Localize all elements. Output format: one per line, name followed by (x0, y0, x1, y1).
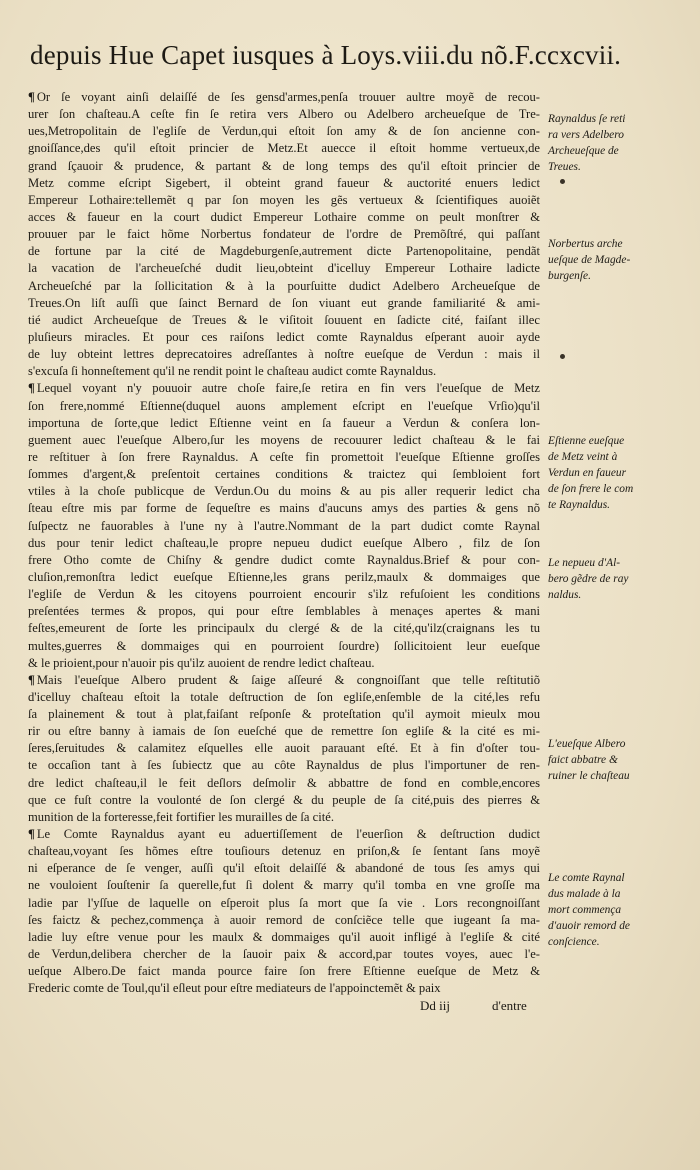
text-line: ſon frere,nommé Eſtienne(duquel auons amplement eſcript en l'eueſque Vrſio)qu'il (28, 398, 540, 413)
text-line: guement auec l'eueſque Albero,ſur les moyens de recouurer ledict chaſteau & le fai (28, 432, 540, 447)
text-line: vtiles à la choſe publicque de Verdun.Ou du moins & au pis aller requerir ledict cha (28, 484, 540, 499)
marginal-note-line: bero gẽdre de ray (548, 573, 629, 585)
text-line: ues,Metropolitain de l'egliſe de Verdun,qui eſtoit ſon amy & de ſon ancienne con- (28, 124, 540, 139)
text-line: cluſion,remonſtra ledict eueſque Eſtienne,les grans perilz,maulx & dommaiges que (28, 569, 540, 584)
marginal-note-line: Norbertus arche (548, 238, 623, 250)
text-line: Empereur Lothaire:tellemẽt q par ſon moyen les gẽs vertueux & ſcientifiques auoiẽt (28, 192, 540, 207)
text-line: frere Otho comte de Chiſny & gendre dudict comte Raynaldus.Brief & pour con- (28, 552, 540, 567)
text-line: re reſtituer à ſon frere Raynaldus. A ceſte fin promettoit l'eueſque Eſtienne groſſes (28, 449, 540, 464)
marginal-note-line: de Metz veint à (548, 451, 618, 463)
text-line: grand ſçauoir & prudence, & partant & de long temps des qu'il eſtoit princier de (28, 158, 540, 173)
text-line: acces & faueur en la court dudict Empereur Lothaire comme on peult monſtrer & (28, 209, 540, 224)
signature-mark: Dd iij (420, 998, 450, 1013)
text-line: ſuſpectz ne fauorables à l'une ny à l'autre.Nommant de la part dudict comte Raynal (28, 518, 540, 533)
paragraph (28, 672, 540, 826)
text-line: ¶ Mais l'eueſque Albero prudent & ſaige aſſeuré & congnoiſſant que telle reſtitutiõ (28, 672, 540, 689)
text-line: pluſieurs miracles. Et pour ces raiſons ledict comte Raynaldus eſperant auoir ayde (28, 329, 540, 344)
marginal-note-line: Archeueſque de (548, 145, 619, 157)
text-line: munition de la forteresse,feit fortifier les murailles de ſa cité. (28, 809, 334, 824)
text-line: ladie par l'yſſue de laquelle on eſperoit plus ſa mort que ſa vie . Lors recongnoiſſant (28, 895, 540, 910)
running-header: depuis Hue Capet iusques à Loys.viii.du nõ.F.ccxcvii. (30, 40, 622, 70)
marginal-note-line: d'auoir remord de (548, 920, 630, 932)
marginal-note-line: Eſtienne eueſque (548, 435, 625, 447)
marginal-note-line: te Raynaldus. (548, 499, 611, 511)
marginal-note-line: conſcience. (548, 936, 600, 948)
marginal-note-line: ruiner le chaſteau (548, 770, 630, 782)
main-text-column (28, 89, 540, 997)
text-line: d'icelluy chaſteau eſtoit la totale deſtruction de ſon egliſe,enſemble de la cité,les refu (28, 689, 540, 704)
marginal-note-line: ueſque de Magde- (548, 254, 631, 266)
text-line: ladie luy eſtre venue pour les maulx & dommaiges qu'il auoit infligé à l'egliſe & cité (28, 929, 540, 944)
text-line: ¶ Lequel voyant n'y pouuoir autre choſe faire,ſe retira en fin vers l'eueſque de Metz (28, 380, 540, 397)
text-line: te occaſion tant à ſes ſubiectz que au côte Raynaldus de plus l'importuner de ren- (28, 758, 540, 773)
marginal-note-line: Le nepueu d'Al- (548, 557, 621, 569)
text-line: rir ou eſtre banny à iamais de ſon eueſché que de remettre ſon egliſe & la cité es mi- (28, 724, 540, 739)
text-line: & le prioient,pour n'auoir pis qu'ilz auoient de rendre ledict chaſteau. (28, 655, 375, 670)
text-line: urer ſon chaſteau.A ceſte fin ſe retira vers Albero ou Adelbero archeueſque de Tre- (28, 107, 540, 122)
text-line: ¶ Or ſe voyant ainſi delaiſſé de ſes gensd'armes,penſa trouuer aultre moyẽ de recou- (28, 89, 540, 106)
marginal-note-line: Raynaldus ſe reti (548, 113, 626, 125)
text-line: l'egliſe de Verdun & les citoyens pourroient encourir s'ilz refuſoient les conditions (28, 587, 540, 602)
text-line: Archeueſché par la ſollicitation & à la pourſuitte dudict Adelbero Archeueſque de (28, 278, 540, 293)
paragraph (28, 826, 540, 997)
marginal-note-line: Le comte Raynal (548, 872, 625, 884)
marginal-note-line: faict abbatre & (548, 754, 618, 766)
catchword: d'entre (492, 998, 527, 1013)
text-line: que ce fuſt contre la voulonté de ſon clergé & du peuple de ſa cité,puis des pierres & (28, 792, 540, 807)
marginal-note (548, 433, 688, 513)
text-line: preſentées termes & propos, qui pour eſtre ſemblables à menaçes apertes & mani (28, 604, 540, 619)
marginal-note-line: mort commença (548, 904, 622, 916)
marginal-note-line: L'eueſque Albero (548, 738, 626, 750)
marginal-note-line: burgenſe. (548, 270, 591, 282)
text-line: ſes faictz & pechez,commença à auoir remord de conſciẽce telle que iugeant ſa ma- (28, 912, 540, 927)
text-line: chaſteau,voyant ſes hõmes eſtre touſiours detenuz en priſon,& ſe ſentant ſans moyẽ (28, 844, 540, 859)
marginal-note-line: Verdun en faueur (548, 467, 627, 479)
text-line: dre ledict chaſteau,il le feit deſlors deſmolir & abbattre de fond en comble,encores (28, 775, 540, 790)
margin-dot-marker (560, 179, 565, 184)
marginal-note (548, 870, 688, 950)
text-line: Treues.On liſt auſſi que ſainct Bernard de ſon viuant eut grande familiarité & ami- (28, 295, 540, 310)
text-line: ſa plainement & tout à plat,faiſant reſponſe & proteſtation qu'il aymoit mieulx mou (28, 707, 540, 722)
text-line: s'excuſa ſi honneſtement qu'il ne rendit point le chaſteau audict comte Raynaldus. (28, 364, 437, 379)
text-line: importuna de ſorte,que ledict Eſtienne veint en ſa faueur a Verdun & conſera lon- (28, 415, 540, 430)
text-line: ſeres,ſeruitudes & calamitez eſquelles elle auoit parauant eſté. Et à fin d'oſter tou- (28, 741, 540, 756)
marginal-note-line: ra vers Adelbero (548, 129, 624, 141)
text-line: multes,guerres & dommaiges qui en pourroient ſourdre) ſollicitoient leur eueſque (28, 638, 540, 653)
marginal-note-line: dus malade à la (548, 888, 621, 900)
marginal-note (548, 555, 688, 603)
text-line: ne vouloient ſouſtenir ſa querelle,fut ſi dolent & marry qu'il tomba en vne groſſe ma (28, 878, 540, 893)
text-line: Frederic comte de Toul,qu'il eſleut pour eſtre mediateurs de l'appoinctemẽt & paix (28, 981, 441, 996)
marginal-note (548, 236, 688, 284)
text-line: prouuer par le faict hõme Norbertus fondateur de l'ordre de Premõſtré, qui paſſant (28, 227, 540, 242)
text-line: feſtes,emeurent de ſorte les principaulx du clergé & de la cité,qu'ilz(craignans les tu (28, 621, 540, 636)
paragraph (28, 89, 540, 380)
text-line: de fortune par la cité de Magdeburgenſe,autrement dicte Partenopolitaine, pendãt (28, 244, 540, 259)
marginal-note (548, 736, 688, 784)
marginal-note-line: Treues. (548, 161, 581, 173)
marginal-note-line: de ſon frere le com (548, 483, 634, 495)
text-line: ueſque Albero.De faict manda pource faire ſon frere Eſtienne eueſque de Metz & (28, 964, 540, 979)
text-line: ſteau eſtre mis par forme de ſequeſtre es mains d'aucuns amys des parties & gens nõ (28, 501, 540, 516)
text-line: ¶ Le Comte Raynaldus ayant eu aduertiſſement de l'euerſion & deſtruction dudict (28, 826, 540, 843)
text-line: de luy obteint lettres deprecatoires adreſſantes à noſtre eueſque de Verdun : mais il (28, 347, 540, 362)
text-line: gnoiſſance,des qu'il eſtoit princier de Metz.Et auecce il eſtoit homme vertueux,de (28, 141, 540, 156)
marginal-note (548, 111, 688, 175)
text-line: Metz comme eſcript Sigebert, il obteint grand faueur & auctorité enuers ledict (28, 175, 540, 190)
paragraph (28, 380, 540, 671)
text-line: de Verdun,delibera chercher de la ſauoir paix & accord,par toutes voyes, auec l'e- (28, 947, 540, 962)
text-line: dus pour tenir ledict chaſteau,le propre nepueu dudict eueſque Albero , filz de ſon (28, 535, 540, 550)
text-line: tié audict Archeueſque de Treues & le viſitoit ſouuent en ſadicte cité, faiſant illec (28, 312, 540, 327)
text-line: la vacation de l'archeueſché dudit lieu,obteint d'icelluy Empereur Lothaire ladicte (28, 261, 540, 276)
margin-dot-marker (560, 354, 565, 359)
text-line: ni eſperance de ſe venger, auſſi qu'il eſtoit delaiſſé & abandoné de tous ſes amys qui (28, 861, 540, 876)
text-line: ſommes d'argent,& preſentoit certaines conditions & traictez qui ſembloient fort (28, 467, 540, 482)
marginal-note-line: naldus. (548, 589, 582, 601)
